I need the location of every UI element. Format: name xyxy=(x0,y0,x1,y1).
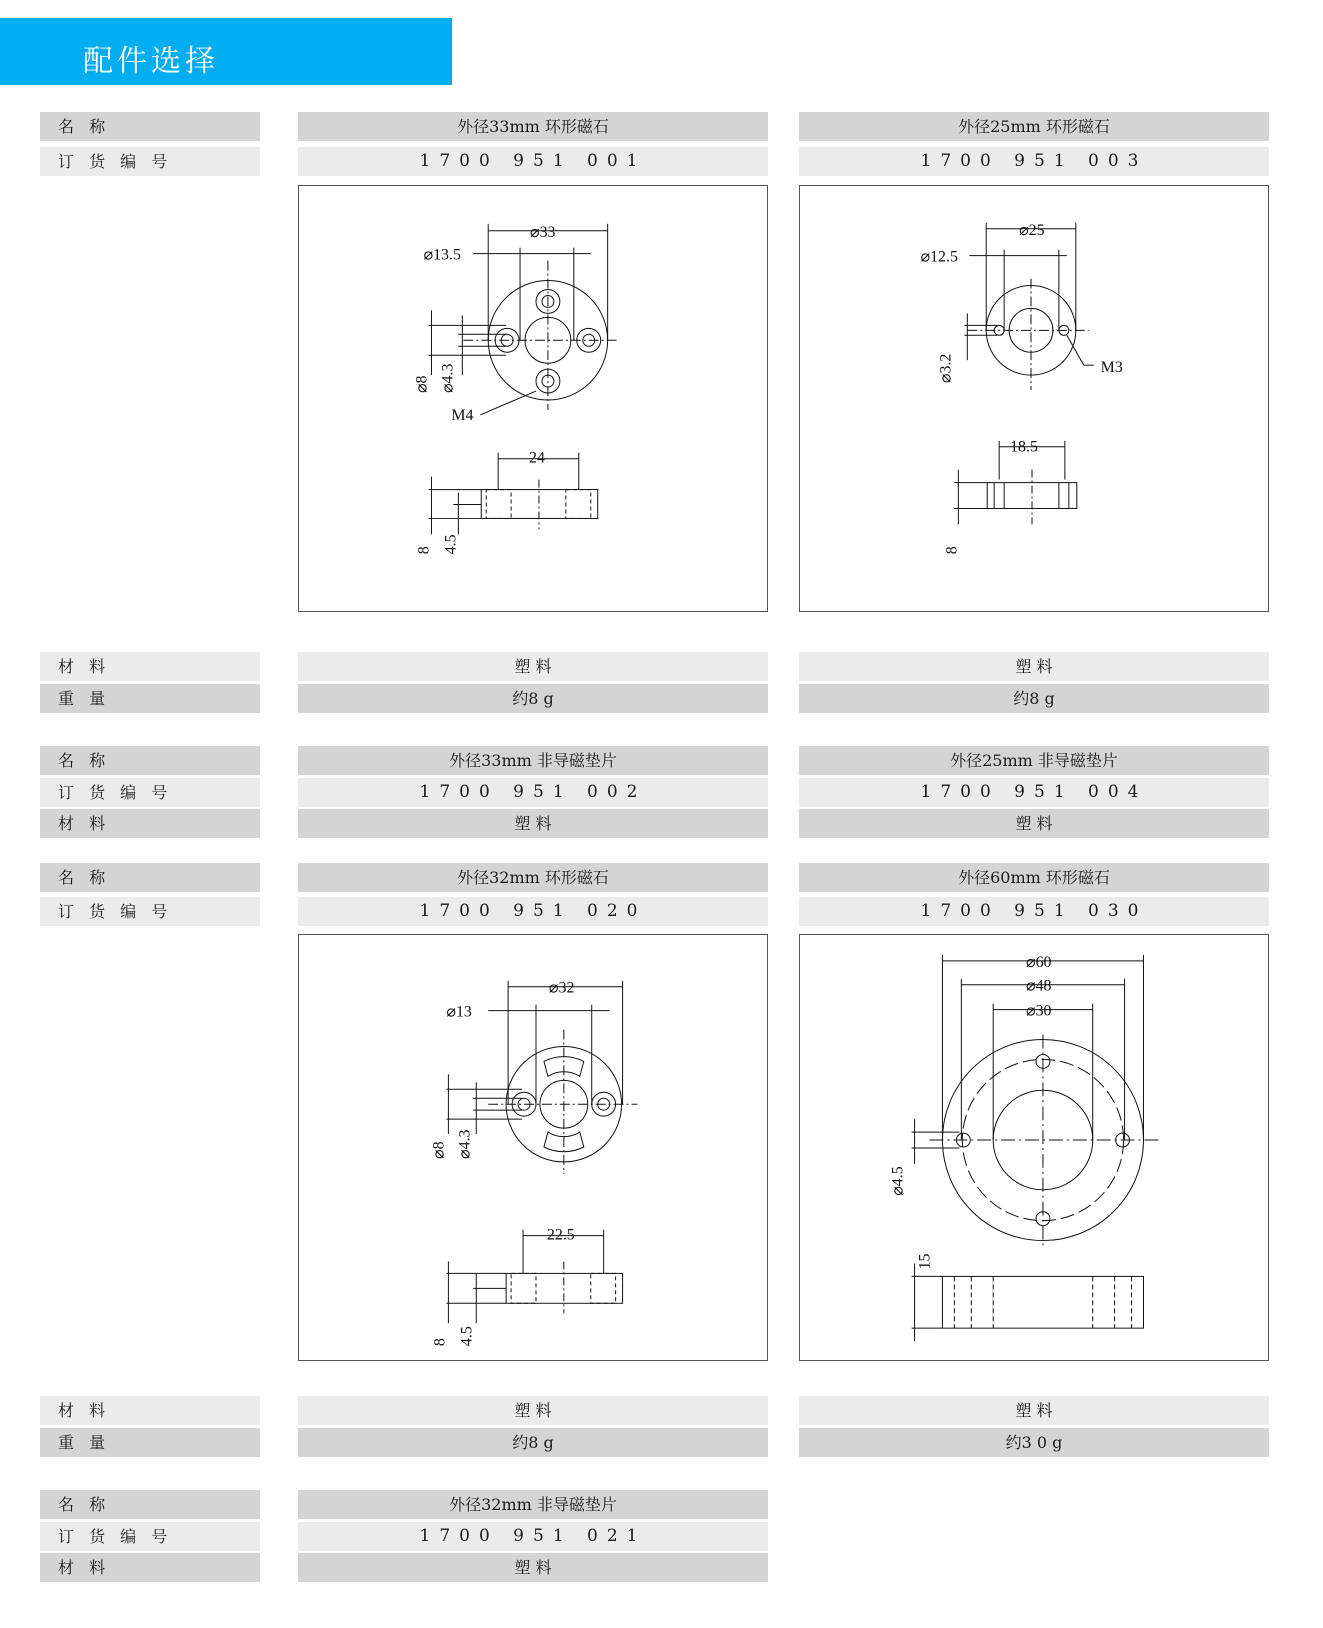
dim-pitch: 18.5 xyxy=(1010,438,1038,456)
dim-depth: 4.5 xyxy=(458,1326,476,1347)
product-name-6: 外径60mm 环形磁石 xyxy=(799,863,1269,892)
order-number-3: 1700 951 002 xyxy=(298,778,768,807)
section-title: 配件选择 xyxy=(83,44,219,79)
product-name-4: 外径25mm 非导磁垫片 xyxy=(799,746,1269,775)
dim-thickness: 15 xyxy=(916,1253,934,1270)
product-name-2: 外径25mm 环形磁石 xyxy=(799,112,1269,141)
dim-hole-4-5: ⌀4.5 xyxy=(889,1166,907,1196)
dim-mid-diameter: ⌀48 xyxy=(1026,977,1052,995)
product-name-1: 外径33mm 环形磁石 xyxy=(298,112,768,141)
dim-inner-diameter: ⌀13.5 xyxy=(423,246,461,264)
thread-label-m4: M4 xyxy=(451,406,474,424)
dim-inner-diameter: ⌀12.5 xyxy=(920,248,958,266)
dim-hole-3-2: ⌀3.2 xyxy=(937,353,955,384)
dim-pitch: 24 xyxy=(529,449,545,467)
label-material: 材 料 xyxy=(40,652,260,681)
label-order-number: 订 货 编 号 xyxy=(40,147,260,176)
label-name: 名 称 xyxy=(40,746,260,775)
label-name: 名 称 xyxy=(40,863,260,892)
order-number-6: 1700 951 030 xyxy=(799,897,1269,926)
label-material: 材 料 xyxy=(40,1553,260,1582)
dim-hole-8: ⌀8 xyxy=(430,1141,448,1159)
drawing-ring-magnet-60 xyxy=(799,934,1269,1361)
material-7: 塑 料 xyxy=(298,1553,768,1582)
order-number-1: 1700 951 001 xyxy=(298,147,768,176)
label-order-number: 订 货 编 号 xyxy=(40,1522,260,1551)
dim-inner-diameter: ⌀13 xyxy=(446,1003,472,1021)
label-weight: 重 量 xyxy=(40,684,260,713)
product-name-7: 外径32mm 非导磁垫片 xyxy=(298,1490,768,1519)
dim-outer-diameter: ⌀60 xyxy=(1026,953,1052,971)
weight-5: 约8 g xyxy=(298,1428,768,1457)
dim-hole-8: ⌀8 xyxy=(413,375,431,394)
label-material: 材 料 xyxy=(40,1396,260,1425)
label-order-number: 订 货 编 号 xyxy=(40,778,260,807)
dim-thickness: 8 xyxy=(415,546,433,555)
label-weight: 重 量 xyxy=(40,1428,260,1457)
material-1: 塑 料 xyxy=(298,652,768,681)
dim-pitch: 22.5 xyxy=(546,1226,575,1244)
weight-1: 约8 g xyxy=(298,684,768,713)
weight-6: 约3 0 g xyxy=(799,1428,1269,1457)
order-number-2: 1700 951 003 xyxy=(799,147,1269,176)
dim-hole-4-3: ⌀4.3 xyxy=(456,1129,474,1159)
drawing-ring-magnet-33 xyxy=(298,185,768,612)
dim-depth: 4.5 xyxy=(442,534,460,555)
dim-outer-diameter: ⌀33 xyxy=(530,223,556,241)
drawing-ring-magnet-25 xyxy=(799,185,1269,612)
material-6: 塑 料 xyxy=(799,1396,1269,1425)
label-name: 名 称 xyxy=(40,1490,260,1519)
material-5: 塑 料 xyxy=(298,1396,768,1425)
label-material: 材 料 xyxy=(40,809,260,838)
dim-thickness: 8 xyxy=(943,546,961,555)
material-4: 塑 料 xyxy=(799,809,1269,838)
weight-2: 约8 g xyxy=(799,684,1269,713)
order-number-7: 1700 951 021 xyxy=(298,1522,768,1551)
material-3: 塑 料 xyxy=(298,809,768,838)
material-2: 塑 料 xyxy=(799,652,1269,681)
product-name-5: 外径32mm 环形磁石 xyxy=(298,863,768,892)
order-number-5: 1700 951 020 xyxy=(298,897,768,926)
product-name-3: 外径33mm 非导磁垫片 xyxy=(298,746,768,775)
section-header-bar xyxy=(0,18,452,85)
dim-outer-diameter: ⌀25 xyxy=(1019,221,1045,239)
order-number-4: 1700 951 004 xyxy=(799,778,1269,807)
thread-label-m3: M3 xyxy=(1100,359,1123,377)
dim-inner-diameter: ⌀30 xyxy=(1026,1002,1052,1020)
dim-hole-4-3: ⌀4.3 xyxy=(439,363,457,394)
drawing-ring-magnet-32 xyxy=(298,934,768,1361)
label-name: 名 称 xyxy=(40,112,260,141)
label-order-number: 订 货 编 号 xyxy=(40,897,260,926)
dim-outer-diameter: ⌀32 xyxy=(548,979,575,997)
dim-thickness: 8 xyxy=(431,1338,449,1347)
